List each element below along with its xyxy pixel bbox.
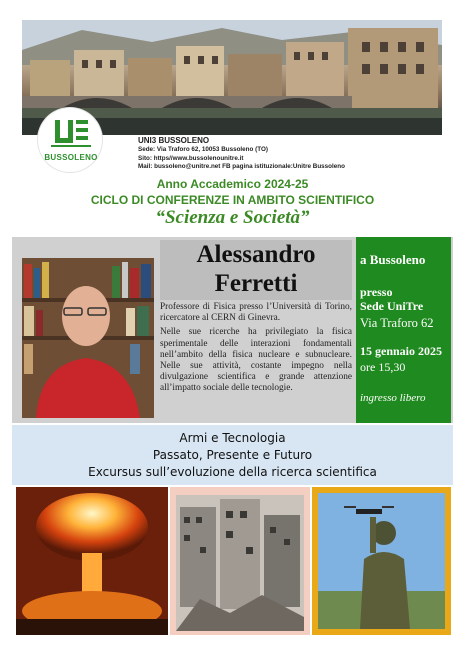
org-name: UNI3 BUSSOLENO xyxy=(138,136,210,145)
nuclear-explosion-image xyxy=(16,487,168,635)
academic-year: Anno Accademico 2024-25 xyxy=(156,177,309,191)
event-address: Via Traforo 62 xyxy=(360,316,434,330)
topic-line-2: Passato, Presente e Futuro xyxy=(152,448,313,462)
logo-text: BUSSOLENO xyxy=(44,153,98,162)
org-contact: Mail: bussoleno@unitre.net FB pagina istituzionale:Unitre Bussoleno xyxy=(138,163,345,171)
soldier-drone-image xyxy=(312,487,451,635)
org-website: Sito: https//www.bussolenounitre.it xyxy=(138,154,244,162)
speaker-portrait xyxy=(22,258,154,418)
conference-cycle: CICLO DI CONFERENZE IN AMBITO SCIENTIFICO xyxy=(90,193,375,207)
event-admission: ingresso libero xyxy=(360,392,426,404)
event-presso: presso xyxy=(360,285,393,299)
event-date: 15 gennaio 2025 xyxy=(360,344,443,358)
topic-line-3: Excursus sull’evoluzione della ricerca scientifica xyxy=(88,465,377,479)
destroyed-buildings-image xyxy=(170,487,310,635)
speaker-bio-research: Nelle sue ricerche ha privilegiato la fisica sperimentale delle interazioni fondamentali nell’ambito della fisica nucleare e subnucleare. Nelle sue attività, costante impegno nella divulgazione scientifica e grande attenzione all’impatto sociale delle tecnologie. xyxy=(160,327,352,394)
speaker-bio-affiliation: Professore di Fisica presso l’Università di Torino, ricercatore al CERN di Ginevra. xyxy=(160,302,352,324)
event-city: a Bussoleno xyxy=(360,252,426,267)
speaker-name xyxy=(160,240,352,300)
unitre-logo xyxy=(38,108,102,172)
speaker-first-name: Alessandro xyxy=(196,241,316,268)
speaker-last-name: Ferretti xyxy=(214,270,298,297)
topic-line-1: Armi e Tecnologia xyxy=(179,431,286,445)
event-venue: Sede UniTre xyxy=(360,299,424,313)
org-address: Sede: Via Traforo 62, 10053 Bussoleno (TO) xyxy=(138,145,268,153)
series-title: “Scienza e Società” xyxy=(155,207,310,228)
org-info xyxy=(138,137,345,172)
event-time: ore 15,30 xyxy=(360,360,406,374)
speaker-bio xyxy=(160,302,352,398)
